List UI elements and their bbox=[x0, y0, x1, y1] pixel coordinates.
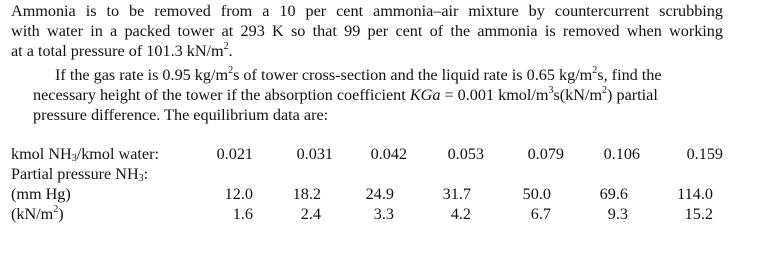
table-cell: 15.2 bbox=[684, 205, 713, 223]
text-line: necessary height of the tower if the absorption coefficient KGa = 0.001 kmol/$m^3s(kN/m^2)$ partial bbox=[33, 84, 658, 104]
row-label: kmol $NH_3$/kmol water: bbox=[11, 145, 159, 164]
table-cell: 0.021 bbox=[216, 145, 253, 163]
problem-paragraph-2 bbox=[11, 65, 723, 125]
table-cell: 18.2 bbox=[292, 185, 321, 203]
table-cell: 3.3 bbox=[373, 205, 394, 223]
table-row bbox=[11, 164, 723, 184]
text-line: with water in a packed tower at 293 K so that 99 per cent of the ammonia is removed when working bbox=[11, 22, 723, 40]
problem-paragraph-1 bbox=[11, 1, 723, 61]
table-cell: 114.0 bbox=[677, 185, 713, 203]
text-line: If the gas rate is 0.95 $kg/m^2s$ of tower cross-section and the liquid rate is 0.65 $kg/m^2s$, find the bbox=[55, 64, 662, 84]
table-cell: 0.042 bbox=[370, 145, 407, 163]
table-cell: 9.3 bbox=[607, 205, 628, 223]
table-cell: 6.7 bbox=[530, 205, 551, 223]
table-row bbox=[11, 184, 723, 204]
text-line: Ammonia is to be removed from a 10 per cent ammonia–air mixture by countercurrent scrubbing bbox=[11, 2, 723, 20]
table-cell: 0.053 bbox=[447, 145, 484, 163]
table-cell: 0.106 bbox=[603, 145, 640, 163]
table-cell: 0.159 bbox=[686, 145, 723, 163]
table-cell: 4.2 bbox=[450, 205, 471, 223]
table-cell: 24.9 bbox=[365, 185, 394, 203]
row-label: (mm Hg) bbox=[11, 185, 71, 203]
table-cell: 69.6 bbox=[599, 185, 628, 203]
row-label: Partial pressure $NH_3$: bbox=[11, 165, 149, 184]
table-cell: 31.7 bbox=[442, 185, 471, 203]
coefficient-symbol: KGa bbox=[409, 86, 441, 104]
table-cell: 2.4 bbox=[300, 205, 321, 223]
table-cell: 0.079 bbox=[527, 145, 564, 163]
text-line: pressure difference. The equilibrium data are: bbox=[33, 106, 329, 124]
table-cell: 0.031 bbox=[296, 145, 333, 163]
table-row bbox=[11, 144, 723, 164]
table-cell: 1.6 bbox=[232, 205, 253, 223]
table-cell: 50.0 bbox=[522, 185, 551, 203]
table-row bbox=[11, 204, 723, 224]
equilibrium-data-table bbox=[11, 144, 723, 224]
row-label: $(kN/m^2)$ bbox=[11, 203, 64, 223]
table-cell: 12.0 bbox=[224, 185, 253, 203]
text-line: at a total pressure of 101.3 $kN/m^2$. bbox=[11, 40, 233, 60]
